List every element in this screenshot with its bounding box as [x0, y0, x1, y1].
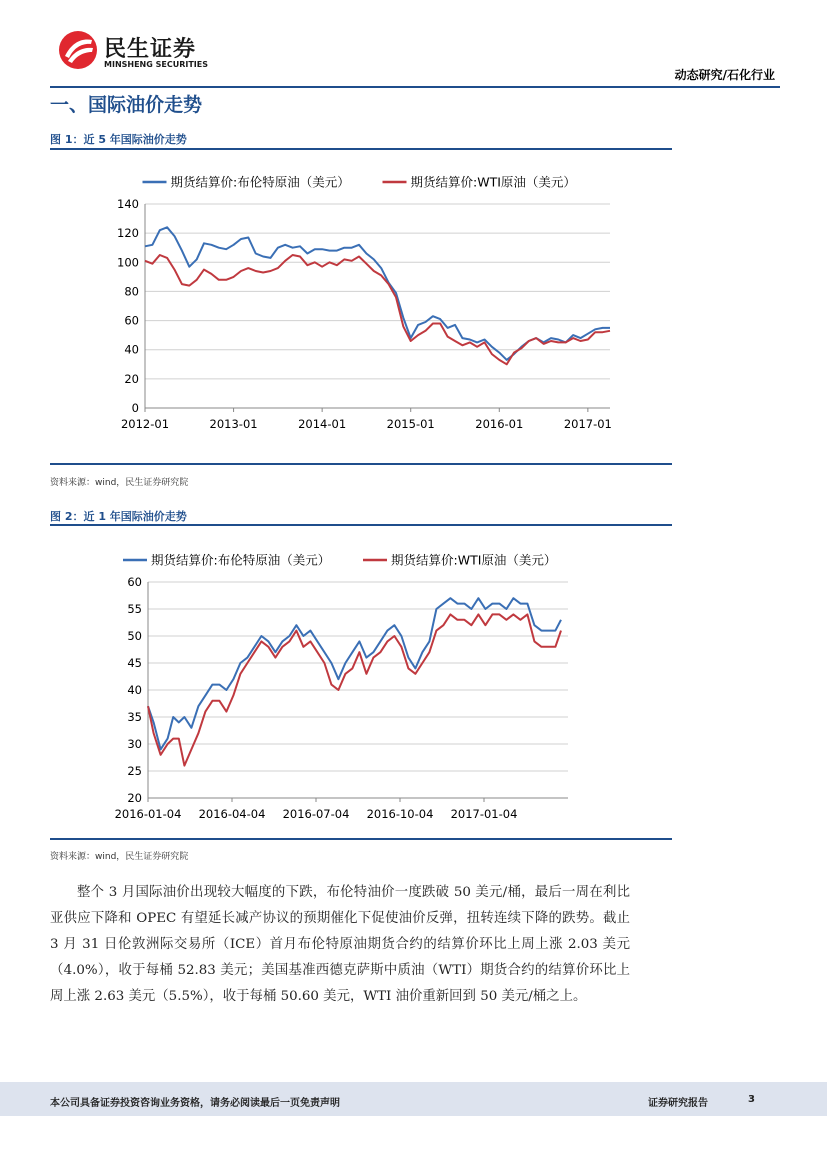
report-category: 动态研究/石化行业 — [674, 68, 775, 82]
x-tick-label: 2016-10-04 — [366, 807, 434, 821]
y-tick-label: 50 — [127, 629, 142, 643]
header-divider — [50, 86, 780, 88]
y-tick-label: 20 — [124, 371, 139, 386]
y-tick-label: 60 — [127, 575, 142, 589]
y-tick-label: 55 — [127, 602, 142, 616]
x-tick-label: 2016-01 — [475, 417, 524, 431]
x-tick-label: 2017-01 — [563, 417, 612, 431]
y-tick-label: 30 — [127, 737, 142, 751]
section-title: 一、国际油价走势 — [50, 94, 203, 116]
x-tick-label: 2016-01-04 — [114, 807, 182, 821]
y-tick-label: 100 — [117, 255, 139, 270]
y-tick-label: 40 — [127, 683, 142, 697]
legend-entry: 期货结算价:WTI原油（美元） — [391, 552, 557, 568]
y-tick-label: 0 — [131, 401, 139, 415]
figure-2-source: 资料来源：wind，民生证券研究院 — [50, 852, 189, 862]
x-tick-label: 2015-01 — [386, 417, 435, 431]
legend-entry: 期货结算价:WTI原油（美元） — [410, 174, 576, 190]
series-line-brent — [148, 598, 561, 749]
x-tick-label: 2016-04-04 — [198, 807, 266, 821]
y-tick-label: 140 — [117, 197, 139, 211]
figure-2-title: 图 2：近 1 年国际油价走势 — [50, 510, 187, 523]
minsheng-logo-icon — [58, 30, 98, 70]
x-tick-label: 2016-07-04 — [282, 807, 350, 821]
legend-entry: 期货结算价:布伦特原油（美元） — [170, 174, 350, 190]
y-tick-label: 45 — [127, 656, 142, 670]
y-tick-label: 35 — [127, 710, 142, 724]
x-tick-label: 2013-01 — [209, 417, 258, 431]
x-tick-label: 2017-01-04 — [450, 807, 518, 821]
y-tick-label: 80 — [124, 284, 139, 299]
figure-2-bottom-rule — [50, 838, 672, 840]
y-tick-label: 25 — [127, 764, 142, 778]
footer-report-type: 证券研究报告 — [648, 1098, 708, 1109]
x-tick-label: 2012-01 — [120, 417, 170, 431]
brand-name-en: MINSHENG SECURITIES — [104, 60, 208, 69]
page-number: 3 — [748, 1094, 755, 1105]
chart-1-year-oil-price — [50, 530, 672, 830]
y-tick-label: 40 — [124, 342, 139, 357]
y-tick-label: 20 — [127, 791, 142, 805]
legend-entry: 期货结算价:布伦特原油（美元） — [151, 552, 331, 568]
figure-1-bottom-rule — [50, 463, 672, 465]
x-tick-label: 2014-01 — [298, 417, 347, 431]
series-line-wti — [145, 255, 610, 364]
figure-2-top-rule — [50, 524, 672, 526]
figure-1-title: 图 1：近 5 年国际油价走势 — [50, 133, 187, 146]
footer-disclaimer: 本公司具备证券投资咨询业务资格，请务必阅读最后一页免责声明 — [50, 1098, 340, 1109]
brand-name-cn: 民生证券 — [104, 37, 197, 62]
body-paragraph: 整个 3 月国际油价出现较大幅度的下跌，布伦特油价一度跌破 50 美元/桶，最后一周在利比亚供应下降和 OPEC 有望延长减产协议的预期催化下促使油价反弹，扭转连续下降的跌势。截止 3 月 31 日伦敦洲际交易所（ICE）首月布伦特原油期货合约的结算价环比上周上涨 2.03 美元（4.0%），收于每桶 52.83 美元；美国基准西德克萨斯中质油（WTI）期货合约的结算价环比上周上涨 2.63 美元（5.5%），收于每桶 50.60 美元，WTI 油价重新回到 50 美元/桶之上。 — [50, 885, 630, 1004]
y-tick-label: 60 — [124, 313, 139, 328]
figure-1-source: 资料来源：wind，民生证券研究院 — [50, 478, 189, 488]
y-tick-label: 120 — [117, 226, 139, 241]
chart-5-year-oil-price — [50, 152, 672, 458]
figure-1-top-rule — [50, 148, 672, 150]
